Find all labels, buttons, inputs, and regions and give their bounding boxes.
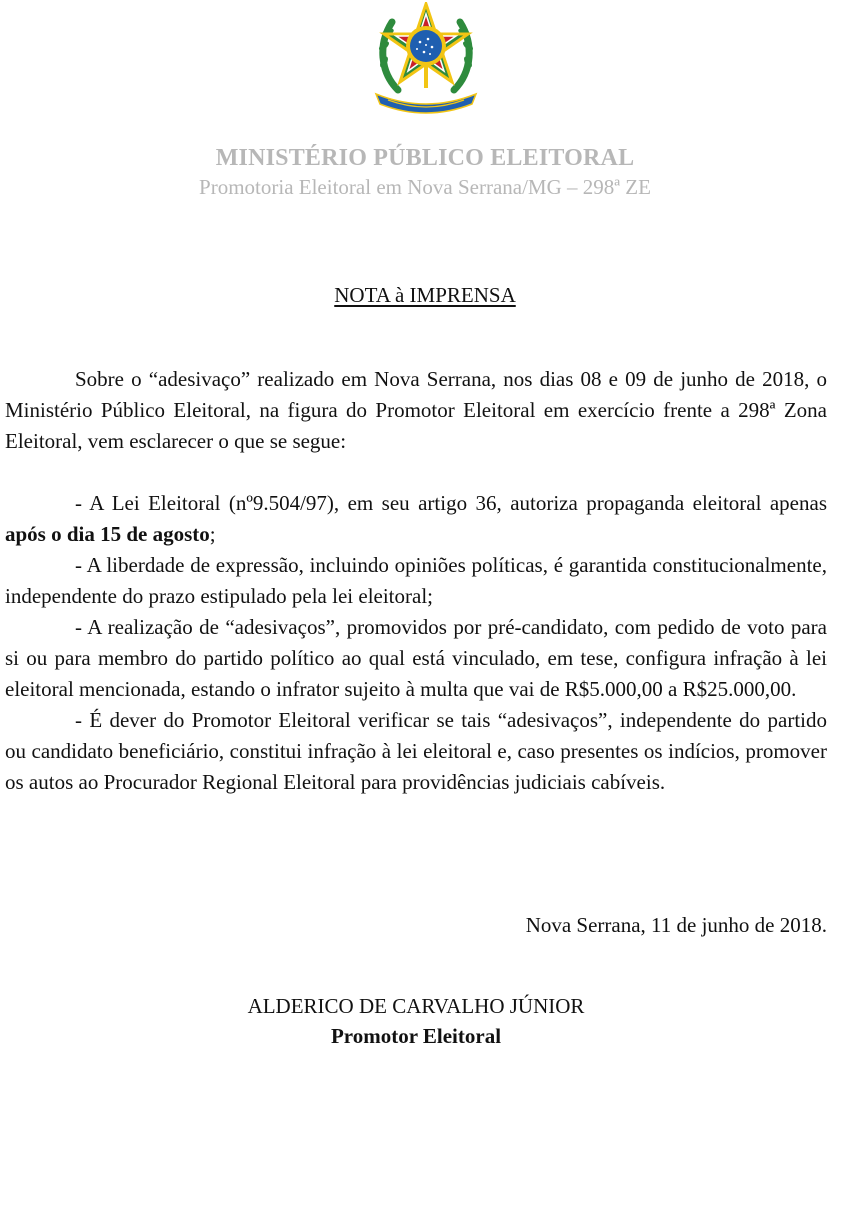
item-paragraph-1: [5, 488, 827, 550]
document-title: NOTA à IMPRENSA: [334, 283, 516, 307]
date-line: Nova Serrana, 11 de junho de 2018.: [525, 913, 827, 937]
item-paragraph-3: - A realização de “adesivaços”, promovidos por pré-candidato, com pedido de voto para si ou para membro do partido político ao qual está vinculado, em tese, configura infração à lei eleitoral mencionada, estando o infrator sujeito à multa que vai de R$5.000,00 a R$25.000,00.: [5, 615, 827, 701]
item-paragraph-4: - É dever do Promotor Eleitoral verificar se tais “adesivaços”, independente do partido ou candidato beneficiário, constitui infração à lei eleitoral e, caso presentes os indícios, promover os autos ao Procurador Regional Eleitoral para providências judiciais cabíveis.: [5, 708, 827, 794]
item1-end: ;: [209, 522, 216, 546]
item1-text: - A Lei Eleitoral (nº9.504/97), em seu artigo 36, autoriza propaganda eleitoral apenas: [75, 491, 827, 515]
signer-name: ALDERICO DE CARVALHO JÚNIOR: [247, 994, 585, 1018]
intro-paragraph: Sobre o “adesivaço” realizado em Nova Serrana, nos dias 08 e 09 de junho de 2018, o Ministério Público Eleitoral, na figura do Promotor Eleitoral em exercício frente a 298ª Zona Eleitoral, vem esclarecer o que se segue:: [5, 367, 827, 453]
institution-subtitle: Promotoria Eleitoral em Nova Serrana/MG – 298ª ZE: [199, 175, 651, 199]
document-body: [5, 364, 827, 798]
item-paragraph-2: - A liberdade de expressão, incluindo opiniões políticas, é garantida constitucionalmente, independente do prazo estipulado pela lei eleitoral;: [5, 553, 827, 608]
item1-bold-text: após o dia 15 de agosto: [5, 522, 210, 546]
signer-role: Promotor Eleitoral: [330, 1024, 502, 1048]
institution-title: MINISTÉRIO PÚBLICO ELEITORAL: [215, 145, 635, 171]
brazil-coat-of-arms-icon: [370, 2, 482, 118]
